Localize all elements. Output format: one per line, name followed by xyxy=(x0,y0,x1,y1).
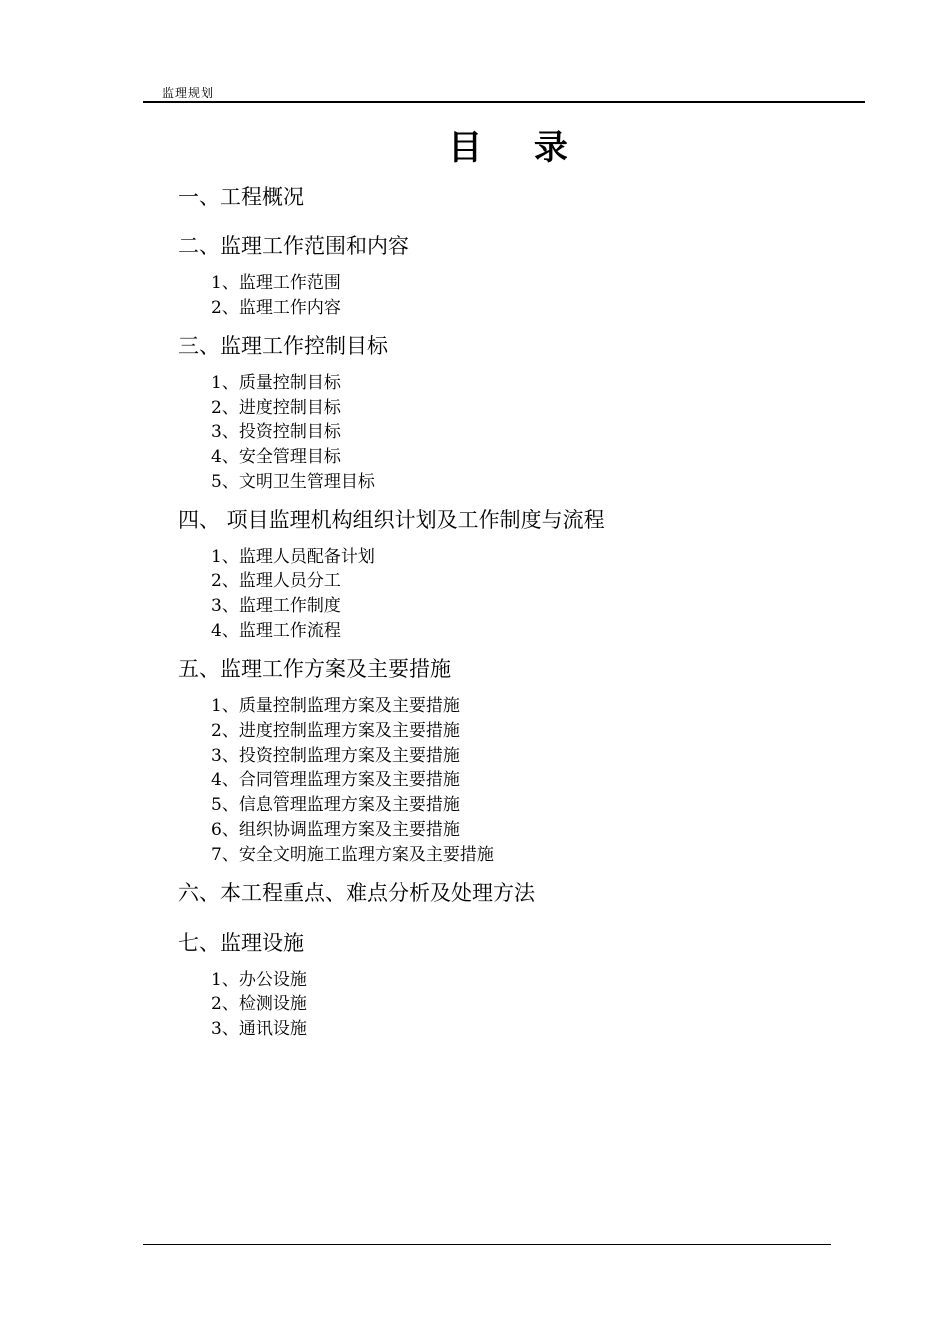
toc-item: 5、文明卫生管理目标 xyxy=(211,472,375,492)
toc-item: 4、合同管理监理方案及主要措施 xyxy=(211,770,460,790)
toc-item: 4、安全管理目标 xyxy=(211,447,341,467)
toc-item: 5、信息管理监理方案及主要措施 xyxy=(211,795,460,815)
toc-item: 4、监理工作流程 xyxy=(211,621,341,641)
toc-section-7: 七、监理设施 xyxy=(178,931,304,955)
toc-section-1: 一、工程概况 xyxy=(178,185,304,209)
toc-item: 1、监理人员配备计划 xyxy=(211,547,375,567)
toc-item: 3、投资控制监理方案及主要措施 xyxy=(211,746,460,766)
toc-item: 2、进度控制目标 xyxy=(211,398,341,418)
running-header: 监理规划 xyxy=(162,86,215,100)
toc-section-2: 二、监理工作范围和内容 xyxy=(178,234,409,258)
page-title: 目 录 xyxy=(448,128,568,168)
toc-item: 2、监理工作内容 xyxy=(211,298,341,318)
toc-item: 3、监理工作制度 xyxy=(211,596,341,616)
toc-item: 1、办公设施 xyxy=(211,970,307,990)
toc-section-6: 六、本工程重点、难点分析及处理方法 xyxy=(178,881,535,905)
toc-item: 6、组织协调监理方案及主要措施 xyxy=(211,820,460,840)
footer-rule xyxy=(143,1244,831,1245)
toc-item: 3、投资控制目标 xyxy=(211,422,341,442)
toc-item: 1、质量控制目标 xyxy=(211,373,341,393)
toc-section-5: 五、监理工作方案及主要措施 xyxy=(178,657,451,681)
toc-section-3: 三、监理工作控制目标 xyxy=(178,334,388,358)
toc-item: 2、检测设施 xyxy=(211,994,307,1014)
toc-item: 1、质量控制监理方案及主要措施 xyxy=(211,696,460,716)
toc-item: 2、监理人员分工 xyxy=(211,571,341,591)
toc-item: 7、安全文明施工监理方案及主要措施 xyxy=(211,845,494,865)
toc-item: 2、进度控制监理方案及主要措施 xyxy=(211,721,460,741)
toc-item: 3、通讯设施 xyxy=(211,1019,307,1039)
toc-section-4: 四、 项目监理机构组织计划及工作制度与流程 xyxy=(178,508,605,532)
toc-item: 1、监理工作范围 xyxy=(211,273,341,293)
